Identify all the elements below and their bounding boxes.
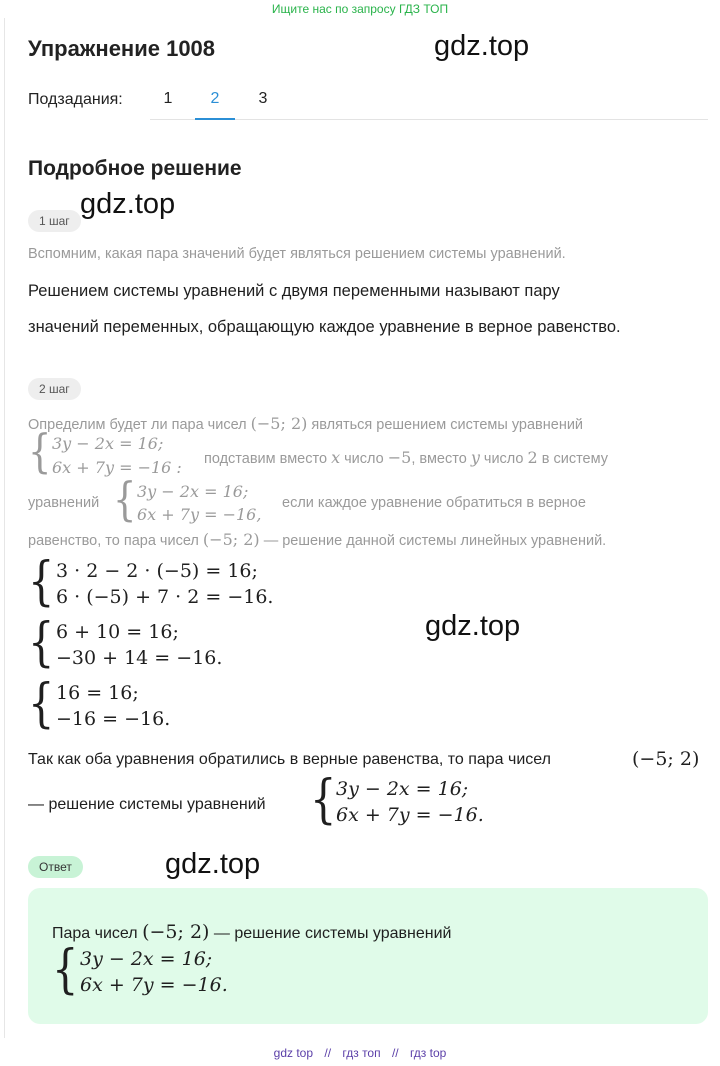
answer-text-1: Пара чисел: [52, 925, 138, 942]
conclusion-pair: (−5; 2): [632, 748, 700, 770]
system-2-eq-1: 3y − 2x = 16;: [137, 482, 249, 501]
step-2-line-4: [28, 530, 606, 549]
active-tab-indicator: [195, 118, 235, 120]
step-2-line-3-prefix: уравнений: [28, 495, 100, 511]
calc-2-brace: {: [28, 613, 55, 673]
answer-eq-1: 3y − 2x = 16;: [80, 948, 213, 970]
left-border-line: [4, 18, 5, 1038]
step-1-badge: 1 шаг: [28, 210, 81, 232]
answer-badge: Ответ: [28, 856, 83, 878]
step-2-pair: (−5; 2): [250, 414, 308, 433]
system-brace: {: [28, 424, 52, 478]
step-2-line-1: [28, 414, 583, 433]
val-x: −5: [387, 448, 412, 467]
watermark-3: gdz.top: [425, 610, 521, 642]
answer-brace: {: [52, 940, 79, 1000]
system-2-brace: {: [113, 472, 137, 526]
watermark-1: gdz.top: [434, 30, 530, 62]
footer-links: [0, 1046, 720, 1060]
conclusion-eq-2: 6x + 7y = −16.: [336, 804, 484, 826]
calc-1-brace: {: [28, 552, 55, 612]
system-eq-2: 6x + 7y = −16 :: [52, 458, 182, 477]
sub-text-3: , вместо: [411, 451, 467, 467]
step-2-line-3-tail: если каждое уравнение обратиться в верное: [282, 495, 586, 511]
line-4-text-1: равенство, то пара чисел: [28, 533, 199, 549]
tab-subtask-1[interactable]: 1: [163, 90, 173, 107]
solution-title: Подробное решение: [28, 157, 242, 180]
step-2-line-1-tail: являться решением системы уравнений: [311, 417, 584, 433]
footer-link-2[interactable]: гдз топ: [342, 1046, 381, 1060]
footer-separator-1: //: [324, 1046, 332, 1060]
subtasks-tabs: [150, 80, 708, 120]
calc-3-eq-1: 16 = 16;: [56, 682, 139, 704]
exercise-title: Упражнение 1008: [28, 36, 216, 61]
tab-subtask-3[interactable]: 3: [258, 90, 268, 107]
step-1-text-line-1: Решением системы уравнений с двумя переменными называют пару: [28, 282, 560, 300]
var-y: y: [470, 448, 480, 467]
line-4-text-2: — решение данной системы линейных уравнений.: [263, 533, 607, 549]
conclusion-brace: {: [310, 770, 337, 830]
conclusion-line-1: Так как оба уравнения обратились в верные равенства, то пара чисел: [28, 751, 551, 768]
conclusion-line-2: — решение системы уравнений: [28, 796, 266, 813]
footer-separator-2: //: [391, 1046, 399, 1060]
calc-1-eq-1: 3 · 2 − 2 · (−5) = 16;: [56, 560, 258, 582]
answer-line-1: [52, 921, 452, 943]
footer-link-1[interactable]: gdz top: [273, 1046, 314, 1060]
sub-text-2: число: [344, 451, 384, 467]
answer-text-2: — решение системы уравнений: [213, 925, 452, 942]
sub-text-1: подставим вместо: [204, 451, 328, 467]
calc-2-eq-2: −30 + 14 = −16.: [56, 647, 223, 669]
step-2-badge: 2 шаг: [28, 378, 81, 400]
calc-3-brace: {: [28, 674, 55, 734]
calc-2-eq-1: 6 + 10 = 16;: [56, 621, 179, 643]
answer-pair: (−5; 2): [142, 921, 210, 943]
system-2-eq-2: 6x + 7y = −16,: [137, 505, 262, 524]
substitution-text: [204, 448, 608, 467]
step-1-hint: Вспомним, какая пара значений будет являться решением системы уравнений.: [28, 246, 566, 262]
val-y: 2: [527, 448, 538, 467]
subtasks-label: Подзадания:: [28, 91, 123, 108]
footer-link-3[interactable]: гдз top: [409, 1046, 447, 1060]
conclusion-eq-1: 3y − 2x = 16;: [336, 778, 469, 800]
sub-text-4: число: [483, 451, 524, 467]
line-4-pair: (−5; 2): [202, 530, 260, 549]
step-1-text-line-2: значений переменных, обращающую каждое уравнение в верное равенство.: [28, 318, 621, 336]
system-eq-1: 3y − 2x = 16;: [52, 434, 164, 453]
var-x: x: [331, 448, 341, 467]
watermark-2: gdz.top: [80, 188, 176, 220]
calc-3-eq-2: −16 = −16.: [56, 708, 171, 730]
tab-subtask-2[interactable]: 2: [210, 90, 220, 107]
watermark-4: gdz.top: [165, 848, 261, 880]
sub-text-5: в систему: [541, 451, 608, 467]
calc-1-eq-2: 6 · (−5) + 7 · 2 = −16.: [56, 586, 274, 608]
top-banner[interactable]: Ищите нас по запросу ГДЗ ТОП: [271, 2, 449, 16]
step-2-line-1-text: Определим будет ли пара чисел: [28, 417, 247, 433]
answer-eq-2: 6x + 7y = −16.: [80, 974, 228, 996]
